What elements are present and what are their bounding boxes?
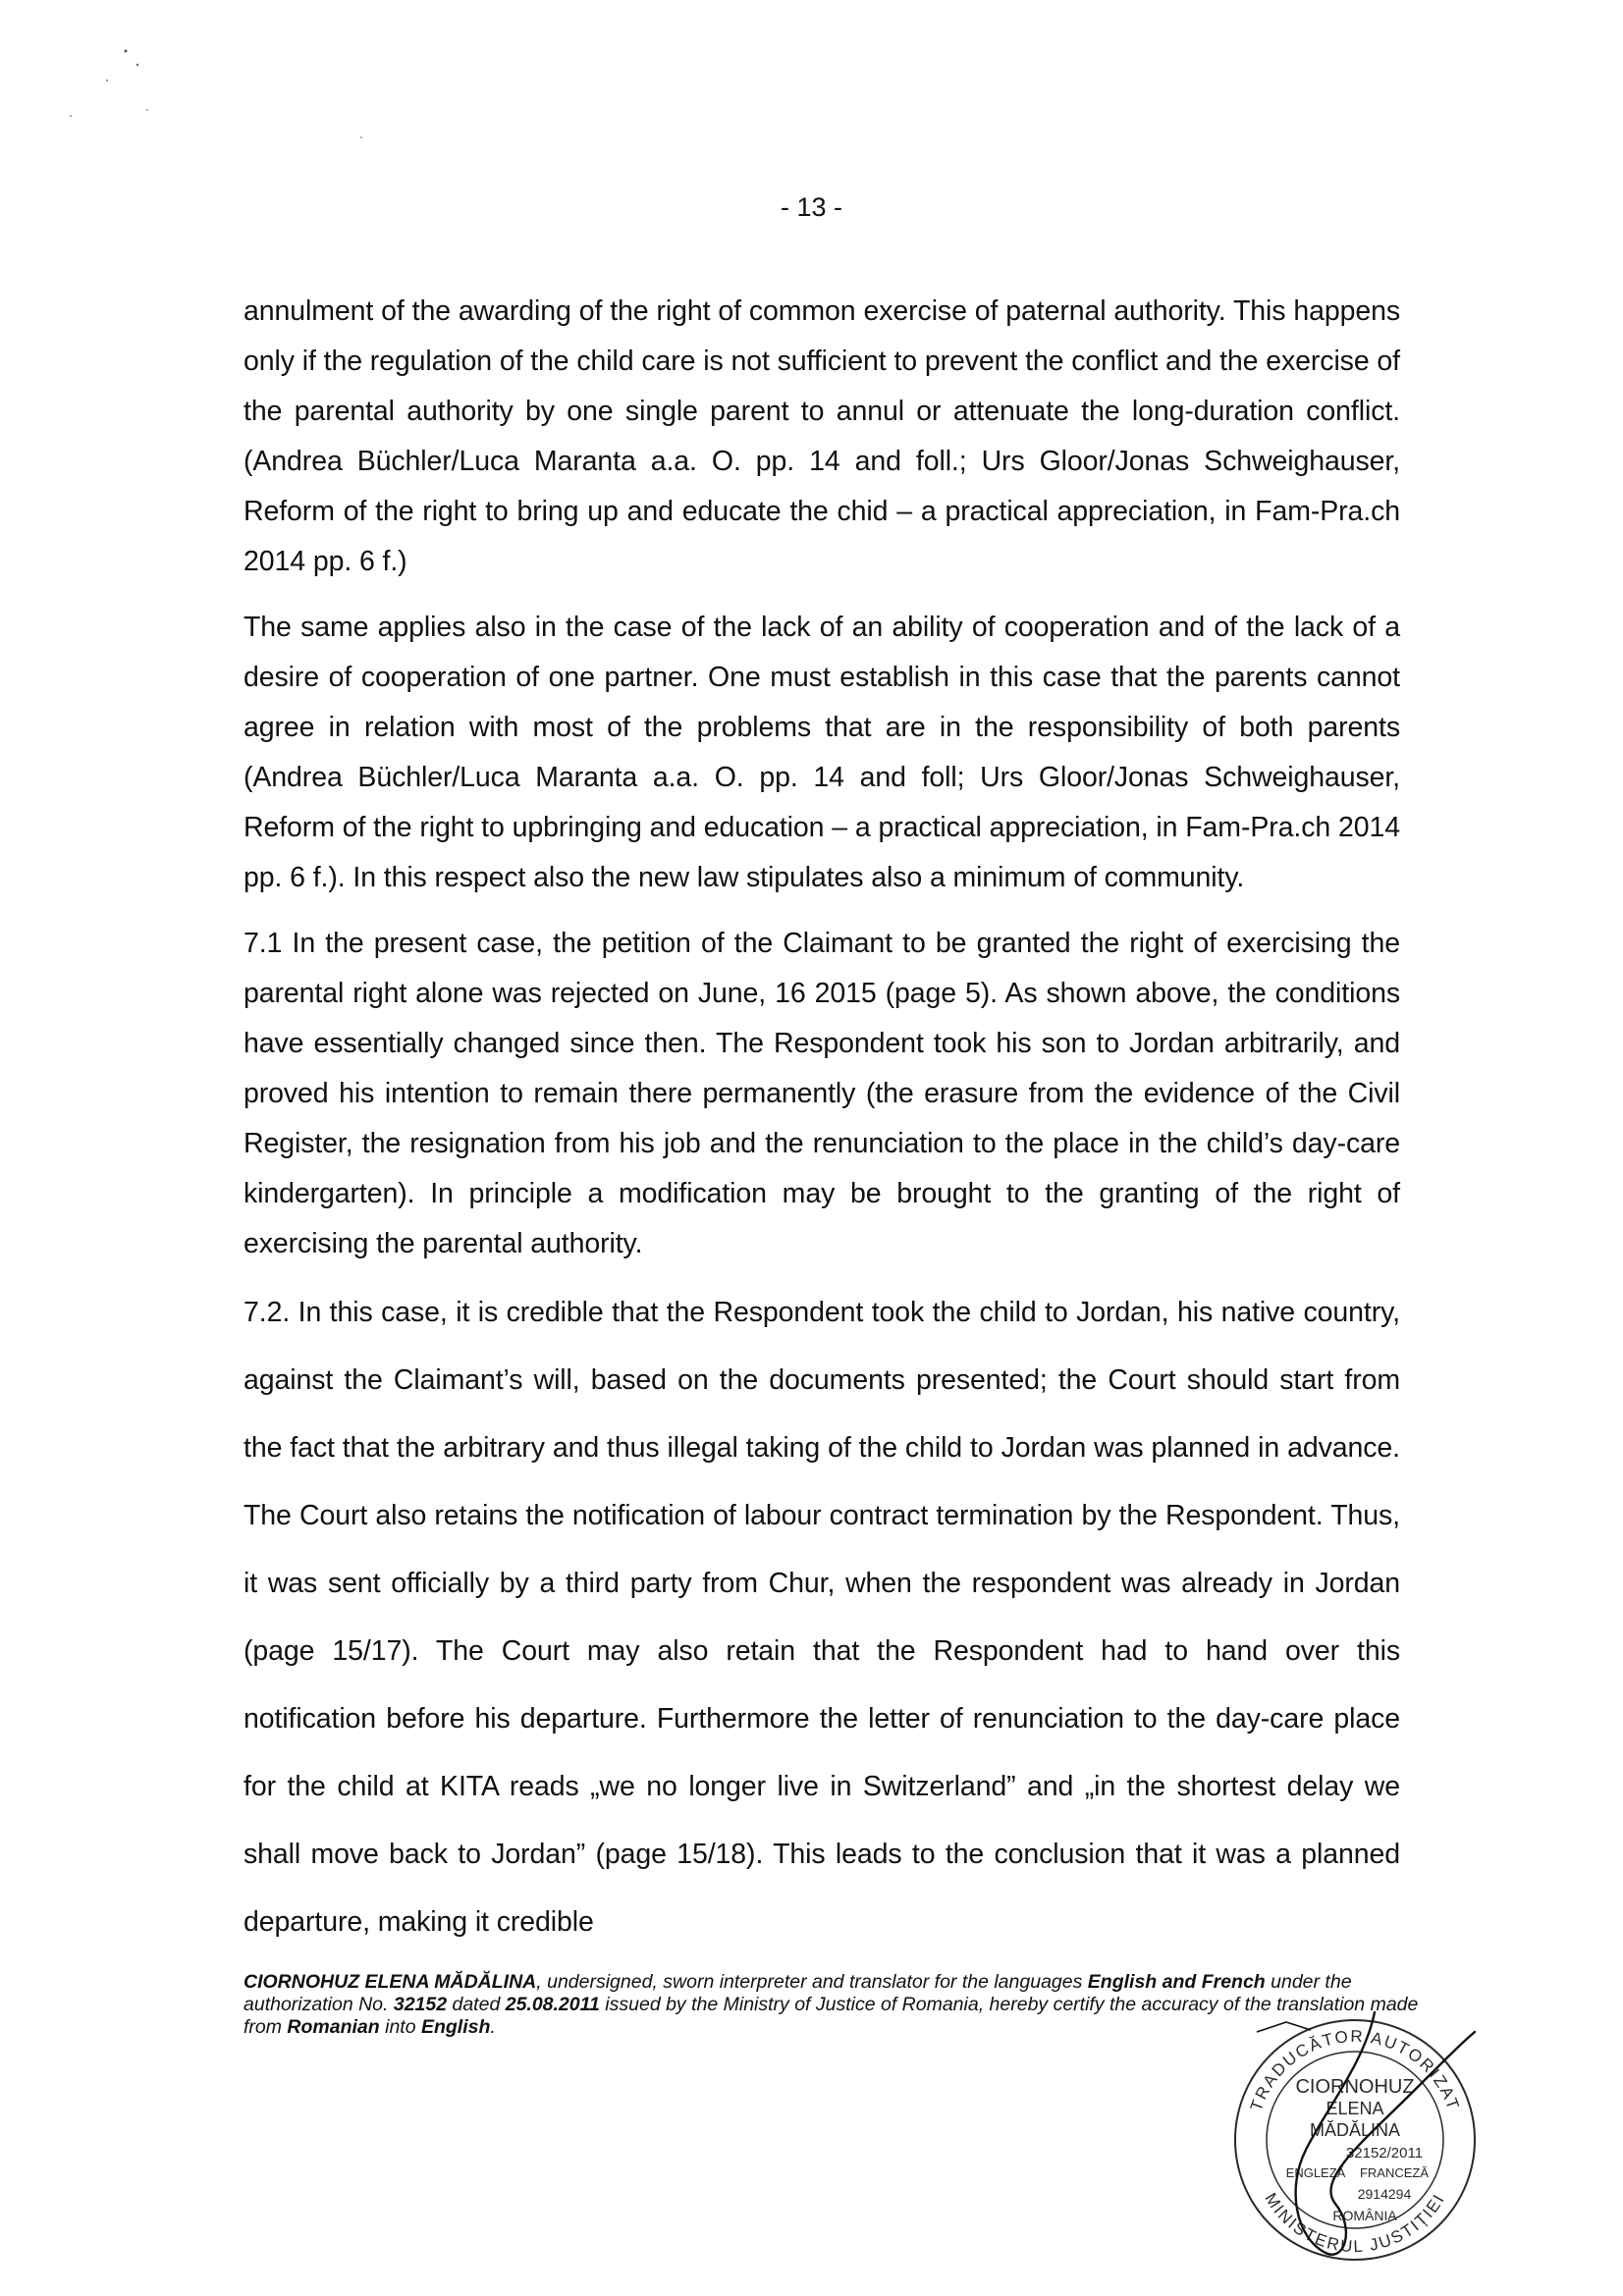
document-body xyxy=(243,287,1400,1956)
translator-certification: CIORNOHUZ ELENA MĂDĂLINA, undersigned, sworn interpreter and translator for the languages English and French under the authorization No. 32152 dated 25.08.2011 issued by the Ministry of Justice of Romania, hereby certify the accuracy of the translation made from Romanian into English. xyxy=(243,1971,1419,2038)
stamp-auth: 32152/2011 xyxy=(1345,2145,1424,2162)
stamp-name-1: CIORNOHUZ xyxy=(1295,2076,1415,2098)
paragraph-1: annulment of the awarding of the right of common exercise of paternal authority. This happens only if the regulation of the child care is not sufficient to prevent the conflict and the exercise of the parental authority by one single parent to annul or attenuate the long-duration conflict. (Andrea Büchler/Luca Maranta a.a. O. pp. 14 and foll.; Urs Gloor/Jonas Schweighauser, Reform of the right to bring up and educate the chid – a practical appreciation, in Fam-Pra.ch 2014 pp. 6 f.) xyxy=(243,295,1400,577)
stamp-code: 2914294 xyxy=(1357,2186,1412,2202)
stamp-lang-1: ENGLEZĂ xyxy=(1285,2165,1346,2180)
stamp-lang-2: FRANCEZĂ xyxy=(1359,2165,1430,2180)
stamp-name-3: MĂDĂLINA xyxy=(1309,2120,1401,2140)
page-number: - 13 - xyxy=(780,192,843,222)
paragraph-2: The same applies also in the case of the lack of an ability of cooperation and of the lack of a desire of cooperation of one partner. One must establish in this case that the parents cannot agree in relation with most of the problems that are in the responsibility of both parents (Andrea Büchler/Luca Maranta a.a. O. pp. 14 and foll; Urs Gloor/Jonas Schweighauser, Reform of the right to upbringing and education – a practical appreciation, in Fam-Pra.ch 2014 pp. 6 f.). In this respect also the new law stipulates also a minimum of community. xyxy=(243,612,1400,893)
stamp-outer-bottom: MINISTERUL JUSTIȚIEI xyxy=(1261,2189,1449,2257)
stamp-name-2: ELENA xyxy=(1325,2099,1384,2118)
stamp-country: ROMÂNIA xyxy=(1332,2208,1397,2223)
paragraph-4: 7.2. In this case, it is credible that the Respondent took the child to Jordan, his native country, against the Claimant’s will, based on the documents presented; the Court should start from the fact that the arbitrary and thus illegal taking of the child to Jordan was planned in advance. The Court also retains the notification of labour contract termination by the Respondent. Thus, it was sent officially by a third party from Chur, when the respondent was already in Jordan (page 15/17). The Court may also retain that the Respondent had to hand over this notification before his departure. Furthermore the letter of renunciation to the day-care place for the child at KITA reads „we no longer live in Switzerland” and „in the shortest delay we shall move back to Jordan” (page 15/18). This leads to the conclusion that it was a planned departure, making it credible xyxy=(243,1297,1400,1938)
stamp-outer-top: TRADUCĂTOR AUTORIZAT xyxy=(1246,2026,1464,2114)
scan-specks xyxy=(0,0,393,196)
translator-name: CIORNOHUZ ELENA MĂDĂLINA xyxy=(243,1971,537,1993)
paragraph-3: 7.1 In the present case, the petition of the Claimant to be granted the right of exercising the parental right alone was rejected on June, 16 2015 (page 5). As shown above, the conditions have essentially changed since then. The Respondent took his son to Jordan arbitrarily, and proved his intention to remain there permanently (the erasure from the evidence of the Civil Register, the resignation from his job and the renunciation to the place in the child’s day-care kindergarten). In principle a modification may be brought to the granting of the right of exercising the parental authority. xyxy=(243,928,1400,1259)
translator-stamp xyxy=(1217,2002,1502,2277)
